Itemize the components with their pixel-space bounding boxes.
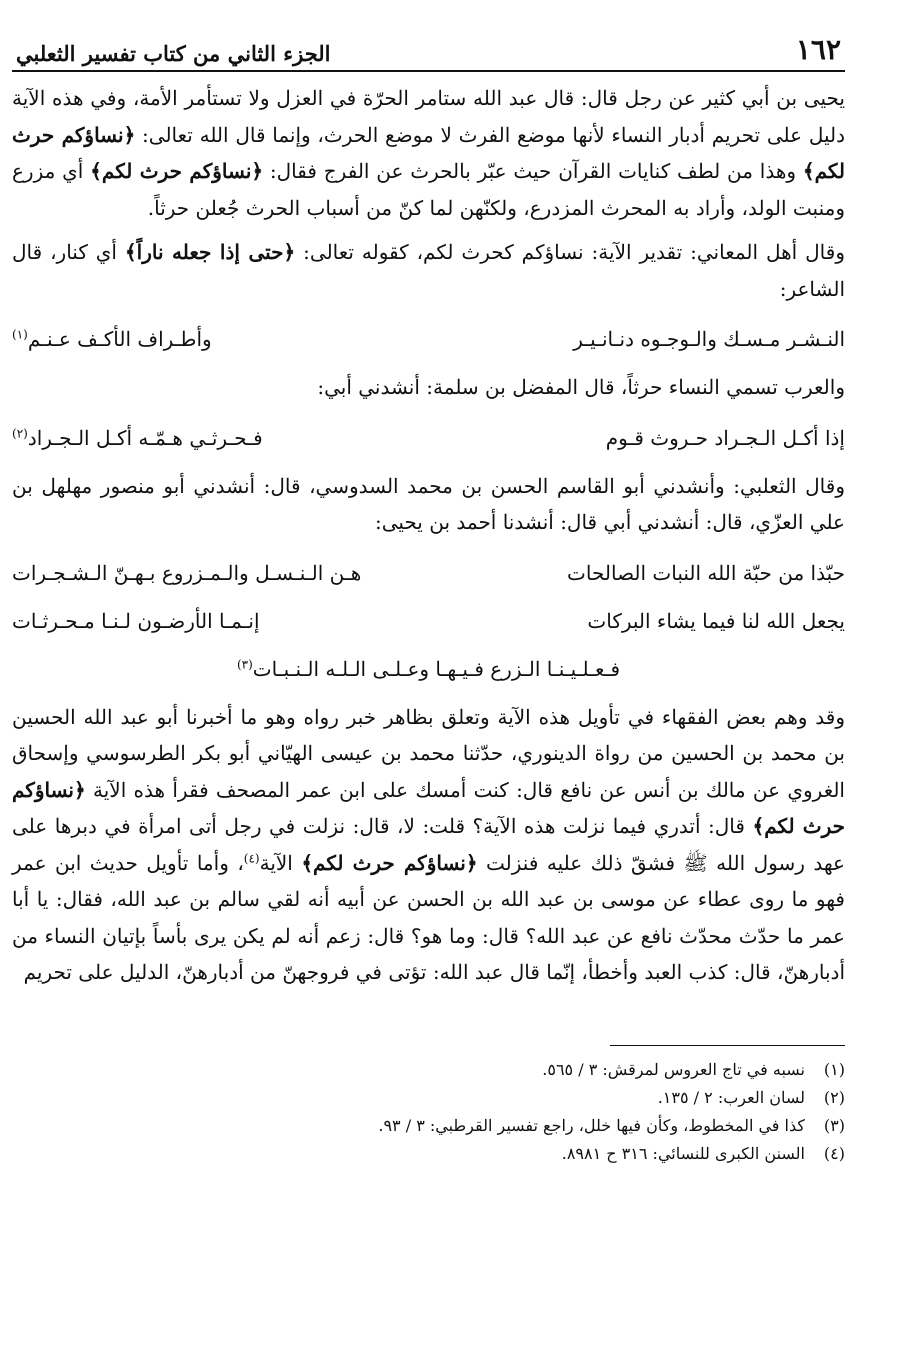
- quran-verse: ﴿نساؤكم حرث لكم﴾: [12, 122, 846, 183]
- hemistich-text: وأطـراف الأكـف عـنـم: [27, 327, 212, 351]
- footnote-text: كذا في المخطوط، وكأن فيها خلل، راجع تفسير القرطبي: ٣ / ٩٣.: [378, 1115, 805, 1135]
- poem-line: [12, 315, 845, 363]
- poem-line: [12, 597, 845, 645]
- text-run: وهذا من لطف كنايات القرآن حيث عبّر بالحرث عن الفرج فقال:: [263, 159, 803, 183]
- paragraph-2: [12, 234, 845, 307]
- footnote: [12, 1056, 845, 1084]
- poem-1: [12, 315, 845, 363]
- poem-2: [12, 414, 845, 462]
- page-header: [12, 26, 845, 72]
- footnote-number: (٢): [823, 1087, 845, 1107]
- main-text: [12, 80, 845, 991]
- text-run: وقد وهم بعض الفقهاء في تأويل هذه الآية وتعلق بظاهر خبر رواه وهو ما أخبرنا أبو عبد الله الحسين بن محمد بن الحسين من رواة الدينوري، حدّثنا محمد بن عيسى الهيّاني أبو بكر الطرسوسي وإسحاق الغروي عن مالك بن أنس عن نافع قال: كنت أمسك على ابن عمر المصحف فقرأ هذه الآية: [12, 704, 845, 802]
- footnote: [12, 1112, 845, 1140]
- footnote-number: (٣): [823, 1115, 845, 1135]
- hemistich-text: فـحـرثـي هـمّـه أكـل الـجـراد: [27, 425, 263, 450]
- paragraph-3: والعرب تسمي النساء حرثاً، قال المفضل بن سلمة: أنشدني أبي:: [317, 375, 845, 399]
- footnote: [12, 1140, 845, 1168]
- poem-3: [12, 549, 845, 693]
- text-run: أي مزرع ومنبت الولد، وأراد به المحرث المزدرع، ولكنّهن لما كنّ من أسباب الحرث جُعلن حرثاً.: [12, 159, 845, 220]
- footnote: [12, 1084, 845, 1112]
- quran-verse: ﴿نساؤكم حرث لكم﴾: [12, 777, 845, 838]
- quran-verse: ﴿حتى إذا جعله ناراً﴾: [124, 240, 296, 264]
- footnote-marker: (١): [12, 327, 28, 342]
- footnote-marker: (٢): [12, 425, 28, 440]
- text-run: ، وأما تأويل حديث ابن عمر فهو ما روى عطاء عن موسى بن عبد الله بن الحسن عن أبيه أنه لقي سالم بن عبد الله، فقال: يا أبا عمر ما حدّث محدّث نافع عن عبد الله؟ قال: وما هو؟ قال: زعم أنه لم يكن يرى بأساً بإتيان النساء من أدبارهنّ، قال: كذب العبد وأخطأ، إنّما قال عبد الله: تؤتى في فروجهنّ من أدبارهنّ، الدليل على تحريم: [12, 850, 845, 984]
- hemistich-first: النـشـر مـسـك والـوجـوه دنـانـيـر: [573, 327, 845, 351]
- hemistich-second: [12, 315, 404, 363]
- text-run: وقال أهل المعاني: تقدير الآية: نساؤكم كحرث لكم، كقوله تعالى:: [295, 240, 845, 264]
- hemistich-first: حبّذا من حبّة الله النبات الصالحات: [567, 560, 845, 585]
- page-number: ١٦٢: [795, 33, 841, 66]
- footnote-divider: [610, 1045, 845, 1046]
- footnote-marker: (٤): [243, 850, 260, 865]
- poem-line: [12, 414, 845, 462]
- running-title: الجزء الثاني من كتاب تفسير الثعلبي: [16, 41, 331, 66]
- footnote-text: لسان العرب: ٢ / ١٣٥.: [657, 1087, 805, 1107]
- hemistich-second: هـن الـنـسـل والـمـزروع بـهـنّ الـشـجـرات: [12, 560, 362, 585]
- footnote-text: نسبه في تاج العروس لمرقش: ٣ / ٥٦٥.: [542, 1059, 805, 1079]
- hemistich-text: فـعـلـيـنـا الـزرع فـيـهـا وعـلـى الـلـه الـنـبـات: [252, 656, 621, 681]
- text-run: أي كنار، قال الشاعر:: [12, 240, 845, 301]
- text-run: قال: أتدري فيما نزلت هذه الآية؟ قلت: لا، قال: نزلت في رجل أتى امرأة في دبرها على عهد رسول الله ﷺ فشقّ ذلك عليه فنزلت: [12, 814, 845, 875]
- footnote-text: السنن الكبرى للنسائي: ٣١٦ ح ٨٩٨١.: [561, 1143, 805, 1163]
- quran-verse: ﴿نساؤكم حرث لكم﴾: [301, 850, 478, 875]
- quran-verse: ﴿نساؤكم حرث لكم﴾: [90, 159, 264, 183]
- poem-line: [12, 549, 845, 597]
- footnote-marker: (٣): [236, 656, 253, 671]
- paragraph-4: وقال الثعلبي: وأنشدني أبو القاسم الحسن بن محمد السدوسي، قال: أنشدني أبو منصور مهلهل بن علي العزّي، قال: أنشدني أبي قال: أنشدنا أحمد بن يحيى:: [12, 473, 845, 534]
- footnote-number: (٤): [823, 1143, 845, 1163]
- hemistich-second: إنـمـا الأرضـون لـنـا مـحـرثـات: [12, 608, 260, 633]
- hemistich-first: يجعل الله لنا فيما يشاء البركات: [587, 608, 845, 633]
- hemistich-second: [12, 414, 404, 462]
- poem-line-closing: [12, 645, 845, 693]
- paragraph-1: [12, 80, 845, 226]
- hemistich-first: إذا أكـل الـجـراد حـروث قـوم: [605, 425, 845, 450]
- text-run: الآية: [259, 850, 302, 875]
- text-run: يحيى بن أبي كثير عن رجل قال: قال عبد الله ستامر الحرّة في العزل ولا تستأمر الأمة، وفي هذه الآية دليل على تحريم أدبار النساء لأنها موضع الفرث لا موضع الحرث، وإنما قال الله تعالى:: [12, 86, 846, 147]
- paragraph-5: [12, 699, 845, 991]
- hemistich-single: [237, 645, 620, 693]
- footnotes: [12, 1056, 845, 1168]
- footnote-number: (١): [823, 1059, 845, 1079]
